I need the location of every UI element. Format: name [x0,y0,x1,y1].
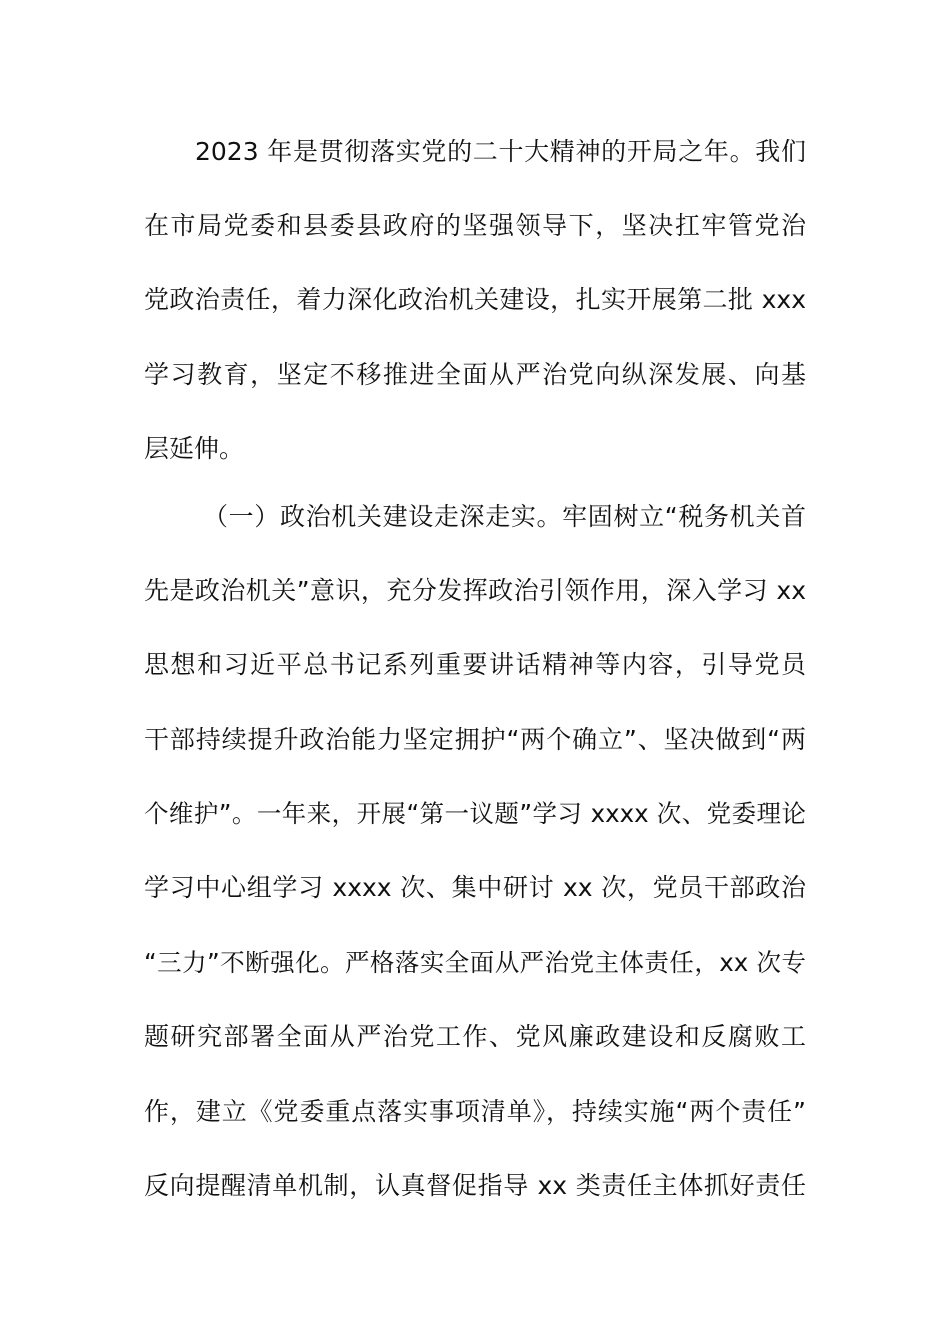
paragraph-2-line-5: 个维护”。一年来，开展“第一议题”学习 xxxx 次、党委理论 [144,799,806,828]
paragraph-1-line-5: 层延伸。 [144,434,245,463]
paragraph-2-line-10: 反向提醒清单机制，认真督促指导 xx 类责任主体抓好责任 [144,1171,806,1200]
paragraph-1-line-3: 党政治责任，着力深化政治机关建设，扎实开展第二批 xxx [144,285,806,314]
paragraph-2-line-4: 干部持续提升政治能力坚定拥护“两个确立”、坚决做到“两 [144,725,806,754]
paragraph-2-line-7: “三力”不断强化。严格落实全面从严治党主体责任，xx 次专 [144,948,806,977]
paragraph-1-line-2: 在市局党委和县委县政府的坚强领导下，坚决扛牢管党治 [144,211,806,240]
paragraph-2-line-2: 先是政治机关”意识，充分发挥政治引领作用，深入学习 xx [144,576,806,605]
paragraph-2-line-3: 思想和习近平总书记系列重要讲话精神等内容，引导党员 [144,650,806,679]
paragraph-2-line-8: 题研究部署全面从严治党工作、党风廉政建设和反腐败工 [144,1022,806,1051]
paragraph-2-line-1: （一）政治机关建设走深走实。牢固树立“税务机关首 [203,502,806,531]
paragraph-1-line-4: 学习教育，坚定不移推进全面从严治党向纵深发展、向基 [144,360,806,389]
paragraph-2-line-6: 学习中心组学习 xxxx 次、集中研讨 xx 次，党员干部政治 [144,873,806,902]
paragraph-2-line-9: 作，建立《党委重点落实事项清单》，持续实施“两个责任” [144,1097,806,1126]
paragraph-1-line-1: 2023 年是贯彻落实党的二十大精神的开局之年。我们 [195,137,806,166]
